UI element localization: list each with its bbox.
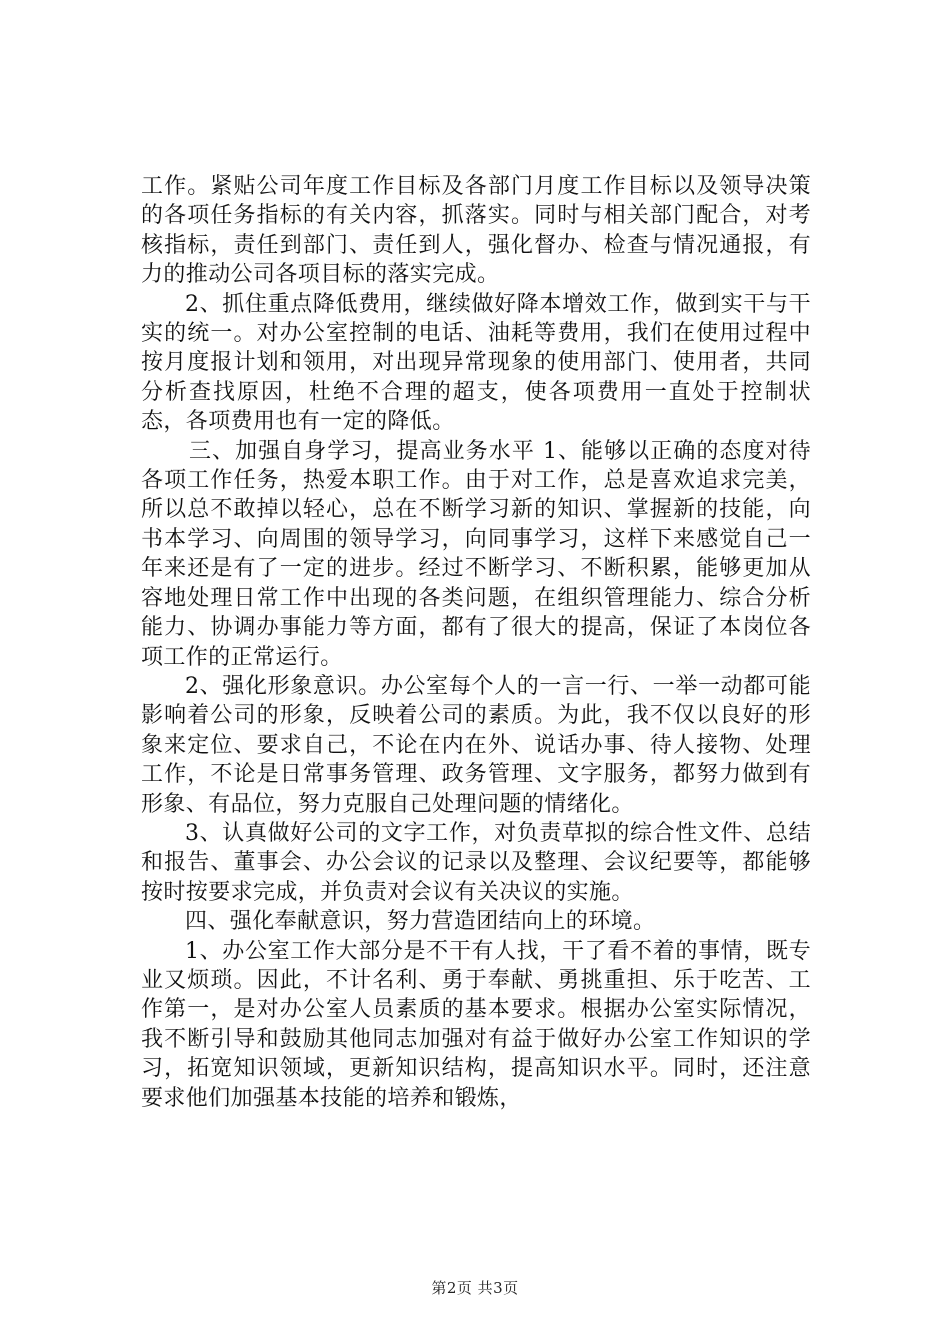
document-body xyxy=(141,172,811,1113)
paragraph-self-learning: 三、加强自身学习，提高业务水平 1、能够以正确的态度对待各项工作任务，热爱本职工作。由于对工作，总是喜欢追求完美，所以总不敢掉以轻心，总在不断学习新的知识、掌握新的技能，向书本学习、向周围的领导学习，向同事学习，这样下来感觉自己一年来还是有了一定的进步。经过不断学习、不断积累，能够更加从容地处理日常工作中出现的各类问题，在组织管理能力、综合分析能力、协调办事能力等方面，都有了很大的提高，保证了本岗位各项工作的正常运行。 xyxy=(141,438,811,670)
paragraph-image-awareness: 2、强化形象意识。办公室每个人的一言一行、一举一动都可能影响着公司的形象，反映着公司的素质。为此，我不仅以良好的形象来定位、要求自己，不论在内在外、说话办事、待人接物、处理工作，不论是日常事务管理、政务管理、文字服务，都努力做到有形象、有品位，努力克服自己处理问题的情绪化。 xyxy=(141,673,811,817)
paragraph-continuation: 工作。紧贴公司年度工作目标及各部门月度工作目标以及领导决策的各项任务指标的有关内容，抓落实。同时与相关部门配合，对考核指标，责任到部门、责任到人，强化督办、检查与情况通报，有力的推动公司各项目标的落实完成。 xyxy=(141,174,811,288)
paragraph-reduce-costs: 2、抓住重点降低费用，继续做好降本增效工作，做到实干与干实的统一。对办公室控制的电话、油耗等费用，我们在使用过程中按月度报计划和领用，对出现异常现象的使用部门、使用者，共同分析查找原因，杜绝不合理的超支，使各项费用一直处于控制状态，各项费用也有一定的降低。 xyxy=(141,291,811,435)
paragraph-writing-work: 3、认真做好公司的文字工作，对负责草拟的综合性文件、总结和报告、董事会、办公会议的记录以及整理、会议纪要等，都能够按时按要求完成，并负责对会议有关决议的实施。 xyxy=(141,820,811,905)
page-number-footer: 第2页 共3页 xyxy=(431,1279,519,1297)
paragraph-section-four-heading: 四、强化奉献意识，努力营造团结向上的环境。 xyxy=(185,909,656,935)
paragraph-dedication: 1、办公室工作大部分是不干有人找，干了看不着的事情，既专业又烦琐。因此，不计名利、勇于奉献、勇挑重担、乐于吃苦、工作第一，是对办公室人员素质的基本要求。根据办公室实际情况，我不断引导和鼓励其他同志加强对有益于做好办公室工作知识的学习，拓宽知识领域，更新知识结构，提高知识水平。同时，还注意要求他们加强基本技能的培养和锻炼， xyxy=(141,938,811,1111)
